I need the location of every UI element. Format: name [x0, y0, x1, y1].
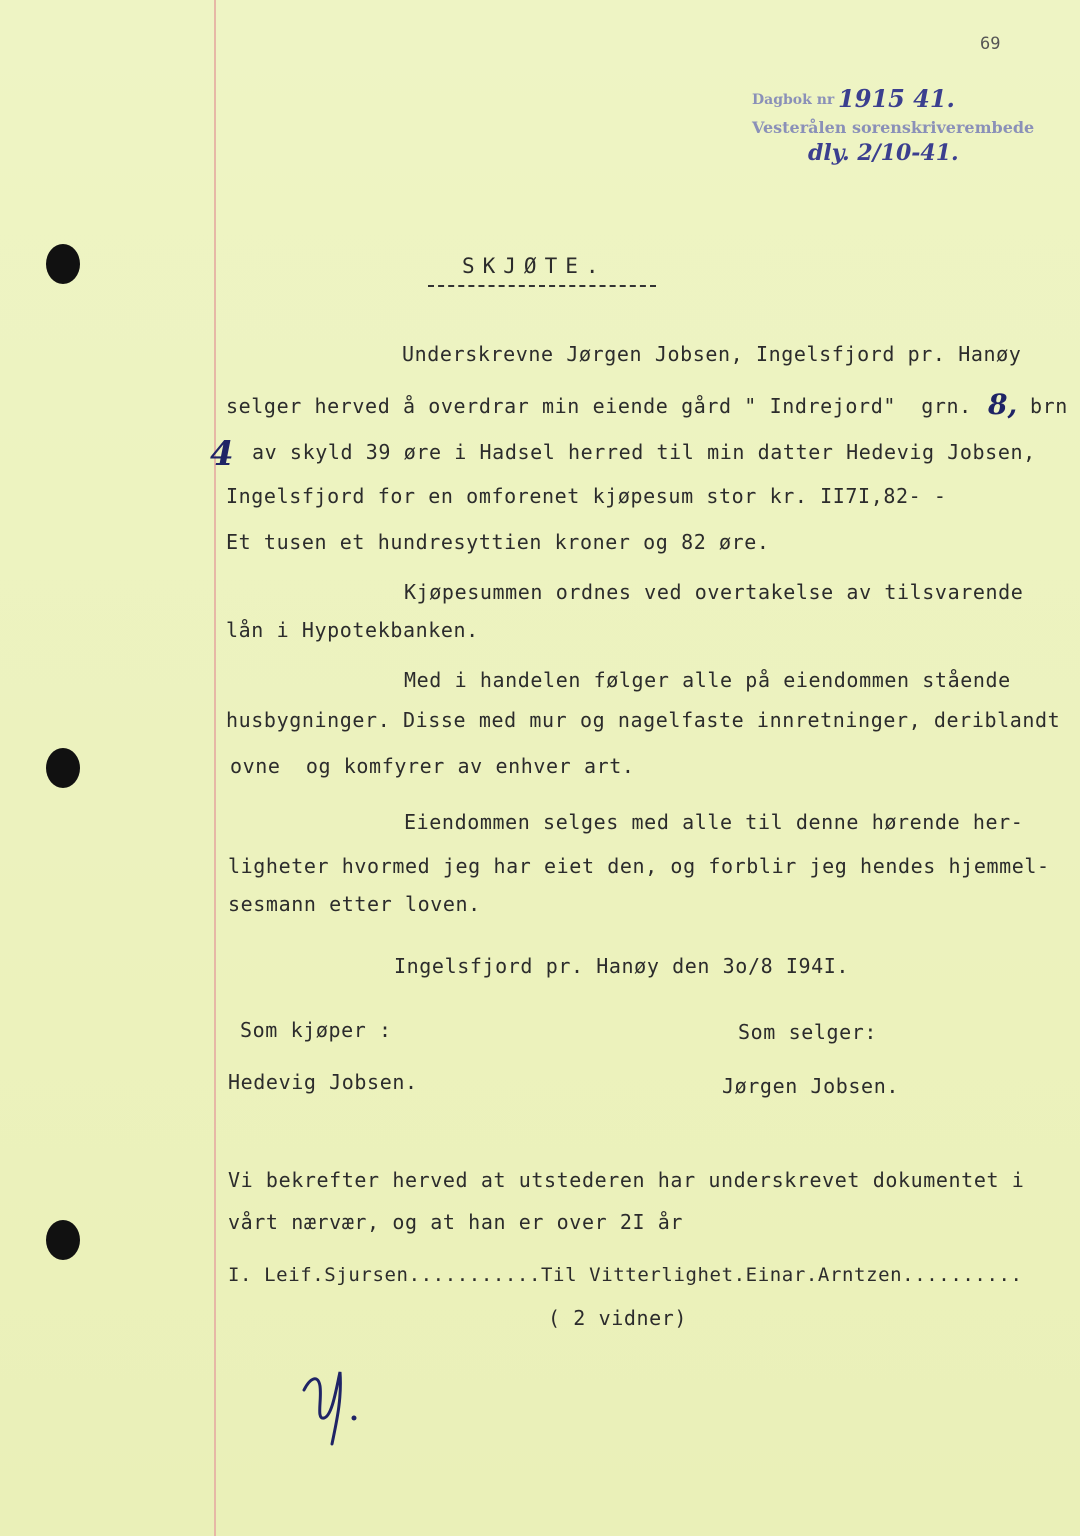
p3-line-1: Med i handelen følger alle på eiendommen stående: [404, 668, 1011, 692]
witness-count: ( 2 vidner): [548, 1306, 688, 1330]
handwritten-initial-mark: [296, 1360, 376, 1450]
office-stamp: Vesterålen sorenskriverembede: [752, 118, 1035, 137]
title-underline: [428, 285, 656, 287]
p3-line-2: husbygninger. Disse med mur og nagelfaste innretninger, deriblandt: [226, 708, 1061, 732]
document-title: SKJØTE.: [462, 254, 607, 278]
buyer-name: Hedevig Jobsen.: [228, 1070, 418, 1094]
seller-name: Jørgen Jobsen.: [722, 1074, 899, 1098]
p4-line-3: sesmann etter loven.: [228, 892, 481, 916]
place-and-date: Ingelsfjord pr. Hanøy den 3o/8 I94I.: [394, 954, 850, 978]
gnr-handwritten: 8,: [988, 388, 1018, 421]
bnr-handwritten: 4: [210, 434, 234, 474]
punch-hole: [46, 748, 80, 788]
punch-hole: [46, 244, 80, 284]
punch-hole: [46, 1220, 80, 1260]
p2-line-2: lån i Hypotekbanken.: [226, 618, 479, 642]
seller-label: Som selger:: [738, 1020, 878, 1044]
dagbok-number: 1915 41.: [838, 84, 955, 113]
p1-line-5: Et tusen et hundresyttien kroner og 82 øre.: [226, 530, 770, 554]
witness-signature-line: I. Leif.Sjursen...........Til Vitterlighet.Einar.Arntzen..........: [228, 1264, 1023, 1286]
p1-line-3: av skyld 39 øre i Hadsel herred til min datter Hedevig Jobsen,: [252, 440, 1036, 464]
p4-line-1: Eiendommen selges med alle til denne hørende her-: [404, 810, 1024, 834]
dagbok-stamp-label: Dagbok nr: [752, 92, 835, 108]
buyer-label: Som kjøper :: [240, 1018, 392, 1042]
bnr-typed-label: brn: [1030, 394, 1068, 418]
p1-line-1: Underskrevne Jørgen Jobsen, Ingelsfjord pr. Hanøy: [402, 342, 1022, 366]
margin-line: [214, 0, 216, 1536]
witness-line-2: vårt nærvær, og at han er over 2I år: [228, 1210, 684, 1234]
p4-line-2: ligheter hvormed jeg har eiet den, og forblir jeg hendes hjemmel-: [228, 854, 1050, 878]
p1-line-4: Ingelsfjord for en omforenet kjøpesum stor kr. II7I,82- -: [226, 484, 947, 508]
p3-line-3: ovne og komfyrer av enhver art.: [230, 754, 635, 778]
page-number: 69: [980, 34, 1001, 54]
registration-date-note: dly. 2/10-41.: [808, 140, 959, 166]
p2-line-1: Kjøpesummen ordnes ved overtakelse av tilsvarende: [404, 580, 1024, 604]
witness-line-1: Vi bekrefter herved at utstederen har underskrevet dokumentet i: [228, 1168, 1025, 1192]
p1-line-2: selger herved å overdrar min eiende gård " Indrejord" grn.: [226, 394, 972, 418]
